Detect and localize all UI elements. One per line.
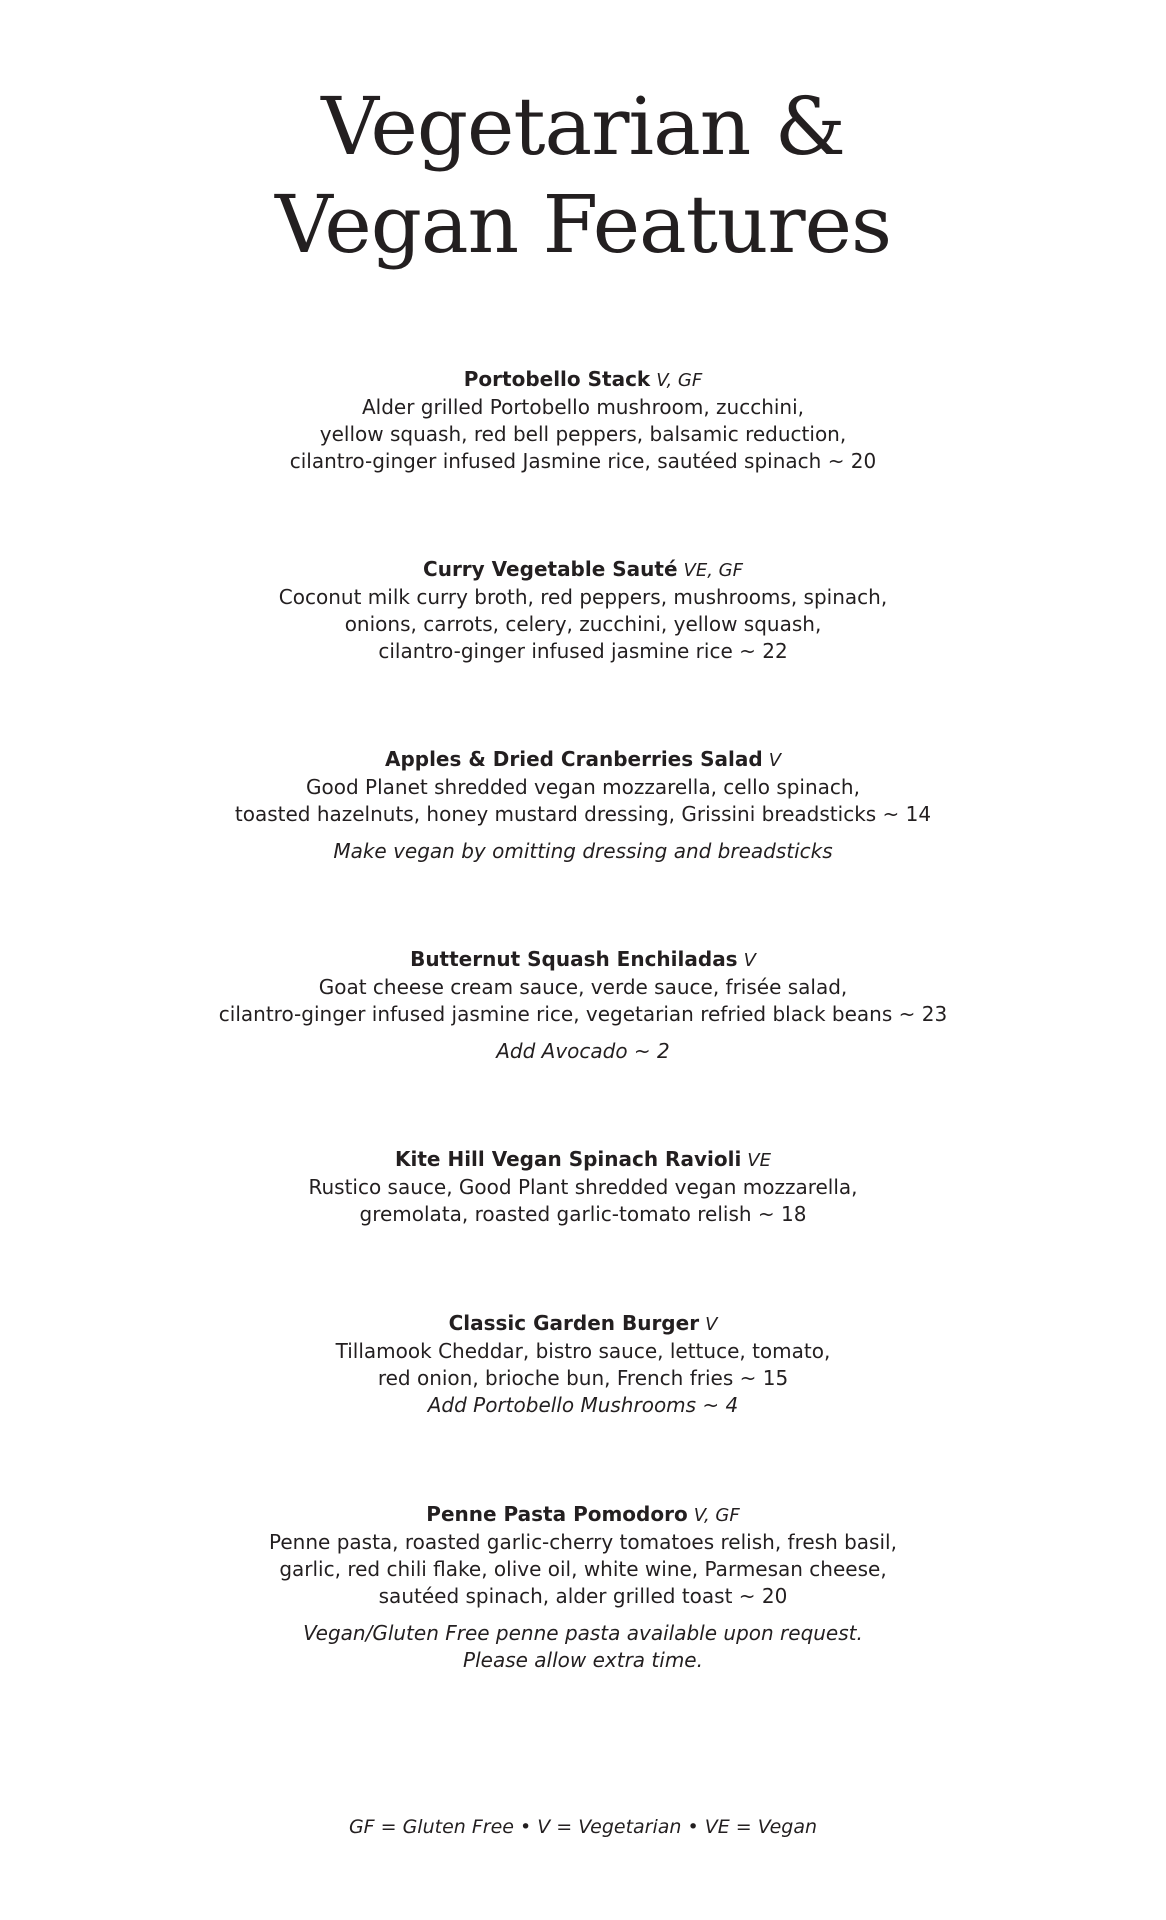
item-description-line: Coconut milk curry broth, red peppers, mushrooms, spinach, [278,585,888,609]
item-note: Add Portobello Mushrooms ~ 4 [427,1393,739,1417]
dietary-legend: GF = Gluten Free • V = Vegetarian • VE = Vegan [348,1816,818,1838]
menu-item-apples-cranberries-salad [0,746,1166,865]
page-title-line-1: Vegetarian & [321,80,845,173]
menu-item-penne-pasta-pomodoro [0,1501,1166,1674]
item-description-line: Good Planet shredded vegan mozzarella, cello spinach, [306,775,860,799]
item-note: Please allow extra time. [463,1648,703,1672]
item-tags: V [743,950,756,971]
item-description-line: Tillamook Cheddar, bistro sauce, lettuce, tomato, [335,1339,831,1363]
item-tags: V [768,750,782,771]
item-description-line: sautéed spinach, alder grilled toast ~ 20 [378,1584,788,1608]
item-tags: VE, GF [683,560,743,581]
item-description-line: red onion, brioche bun, French fries ~ 15 [377,1366,789,1390]
item-description-line: cilantro-ginger infused jasmine rice, vegetarian refried black beans ~ 23 [218,1002,948,1026]
page-title-line-2: Vegan Features [274,178,892,271]
item-tags: V, GF [656,370,703,391]
item-note: Add Avocado ~ 2 [496,1039,670,1063]
item-name: Portobello Stack [463,367,651,391]
item-note: Make vegan by omitting dressing and breadsticks [333,839,833,863]
item-description-line: Rustico sauce, Good Plant shredded vegan mozzarella, [308,1175,858,1199]
menu-item-classic-garden-burger [0,1310,1166,1419]
item-tags: V [705,1314,718,1335]
item-description-line: Penne pasta, roasted garlic-cherry tomatoes relish, fresh basil, [269,1530,897,1554]
item-description-line: yellow squash, red bell peppers, balsamic reduction, [319,422,847,446]
item-tags: V, GF [693,1505,740,1526]
item-name: Curry Vegetable Sauté [423,557,678,581]
item-name: Penne Pasta Pomodoro [426,1502,688,1526]
item-description-line: Alder grilled Portobello mushroom, zucchini, [361,395,805,419]
item-description-line: cilantro-ginger infused Jasmine rice, sautéed spinach ~ 20 [289,449,877,473]
item-description-line: gremolata, roasted garlic-tomato relish ~ 18 [359,1202,807,1226]
item-name: Butternut Squash Enchiladas [410,947,738,971]
item-note: Vegan/Gluten Free penne pasta available upon request. [303,1621,863,1645]
menu-item-butternut-squash-enchiladas [0,946,1166,1065]
item-description-line: toasted hazelnuts, honey mustard dressing, Grissini breadsticks ~ 14 [234,802,932,826]
item-description-line: cilantro-ginger infused jasmine rice ~ 22 [378,639,788,663]
item-name: Kite Hill Vegan Spinach Ravioli [395,1147,742,1171]
item-name: Classic Garden Burger [448,1311,700,1335]
item-description-line: onions, carrots, celery, zucchini, yellow squash, [344,612,822,636]
menu-item-portobello-stack [0,366,1166,475]
menu-item-vegan-spinach-ravioli [0,1146,1166,1228]
menu-item-curry-vegetable-saute [0,556,1166,665]
item-description-line: garlic, red chili flake, olive oil, white wine, Parmesan cheese, [279,1557,887,1581]
item-name: Apples & Dried Cranberries Salad [384,747,763,771]
item-description-line: Goat cheese cream sauce, verde sauce, frisée salad, [318,975,848,999]
item-tags: VE [747,1150,771,1171]
page-title [0,78,1166,274]
